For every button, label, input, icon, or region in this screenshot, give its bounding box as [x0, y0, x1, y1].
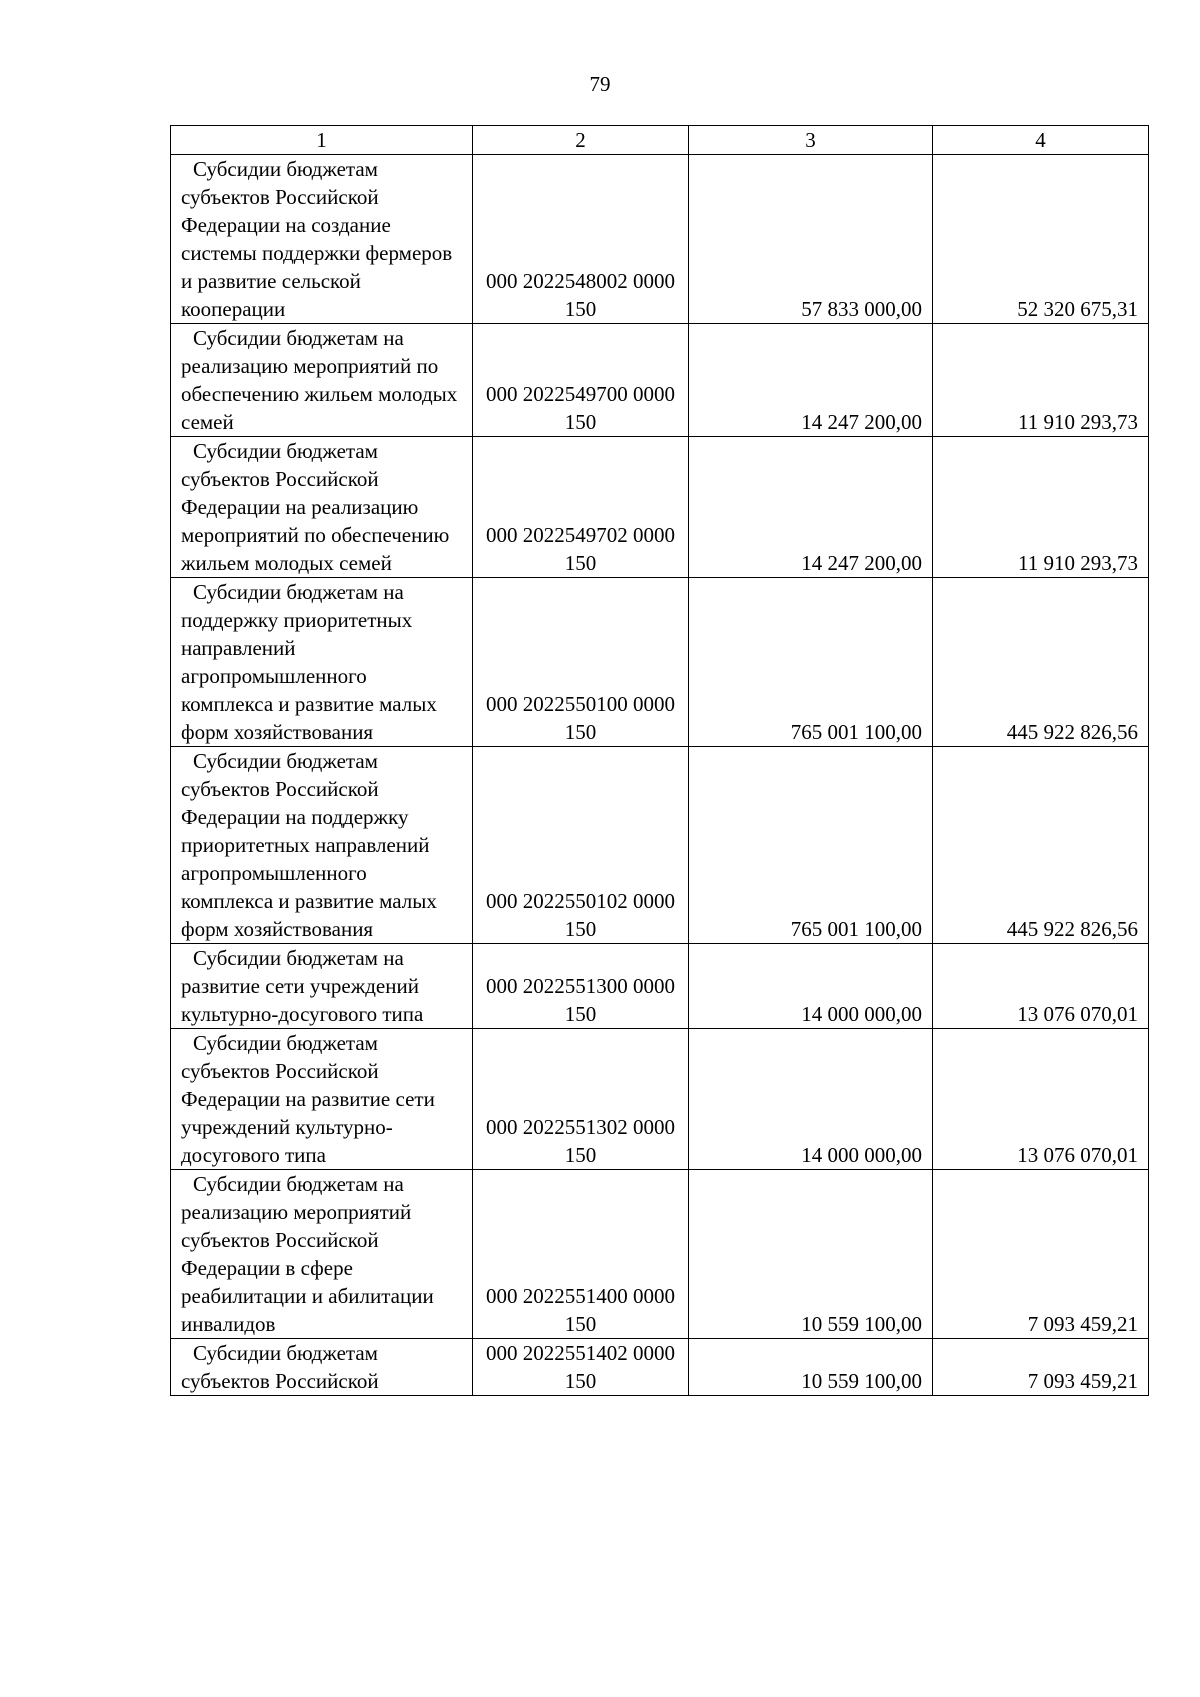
table-row — [171, 578, 1149, 747]
row-actual-amount: 7 093 459,21 — [933, 1339, 1149, 1396]
table-row — [171, 1029, 1149, 1170]
row-actual-amount: 13 076 070,01 — [933, 1029, 1149, 1170]
header-row — [171, 126, 1149, 155]
column-header-4: 4 — [933, 126, 1149, 155]
row-plan-amount: 14 000 000,00 — [689, 944, 933, 1029]
table-row — [171, 747, 1149, 944]
page-number: 79 — [589, 72, 611, 96]
row-description: Субсидии бюджетам на поддержку приоритетных направлений агропромышленного комплекса и развитие малых форм хозяйствования — [171, 578, 473, 747]
table-row — [171, 155, 1149, 324]
row-code: 000 2022549700 0000 150 — [473, 324, 689, 437]
row-plan-amount: 10 559 100,00 — [689, 1170, 933, 1339]
table-row — [171, 324, 1149, 437]
row-actual-amount: 11 910 293,73 — [933, 324, 1149, 437]
row-description: Субсидии бюджетам субъектов Российской Федерации на развитие сети учреждений культурно-досугового типа — [171, 1029, 473, 1170]
table-row — [171, 1339, 1149, 1396]
column-header-3: 3 — [689, 126, 933, 155]
row-plan-amount: 765 001 100,00 — [689, 578, 933, 747]
row-plan-amount: 765 001 100,00 — [689, 747, 933, 944]
row-plan-amount: 14 247 200,00 — [689, 324, 933, 437]
row-code: 000 2022551302 0000 150 — [473, 1029, 689, 1170]
row-code: 000 2022551400 0000 150 — [473, 1170, 689, 1339]
row-actual-amount: 13 076 070,01 — [933, 944, 1149, 1029]
row-description: Субсидии бюджетам на развитие сети учреждений культурно-досугового типа — [171, 944, 473, 1029]
row-description: Субсидии бюджетам субъектов Российской Федерации на создание системы поддержки фермеров и развитие сельской кооперации — [171, 155, 473, 324]
row-plan-amount: 10 559 100,00 — [689, 1339, 933, 1396]
row-code: 000 2022548002 0000 150 — [473, 155, 689, 324]
row-plan-amount: 14 247 200,00 — [689, 437, 933, 578]
row-actual-amount: 11 910 293,73 — [933, 437, 1149, 578]
row-plan-amount: 57 833 000,00 — [689, 155, 933, 324]
row-code: 000 2022550102 0000 150 — [473, 747, 689, 944]
table-row — [171, 944, 1149, 1029]
row-description: Субсидии бюджетам субъектов Российской Федерации на поддержку приоритетных направлений агропромышленного комплекса и развитие малых форм хозяйствования — [171, 747, 473, 944]
row-actual-amount: 7 093 459,21 — [933, 1170, 1149, 1339]
row-description: Субсидии бюджетам субъектов Российской Федерации на реализацию мероприятий по обеспечению жильем молодых семей — [171, 437, 473, 578]
row-code: 000 2022551300 0000 150 — [473, 944, 689, 1029]
row-code: 000 2022551402 0000 150 — [473, 1339, 689, 1396]
budget-table — [170, 125, 1149, 1396]
row-description: Субсидии бюджетам на реализацию мероприятий по обеспечению жильем молодых семей — [171, 324, 473, 437]
row-actual-amount: 445 922 826,56 — [933, 747, 1149, 944]
column-header-1: 1 — [171, 126, 473, 155]
row-actual-amount: 445 922 826,56 — [933, 578, 1149, 747]
row-actual-amount: 52 320 675,31 — [933, 155, 1149, 324]
row-plan-amount: 14 000 000,00 — [689, 1029, 933, 1170]
row-description: Субсидии бюджетам на реализацию мероприятий субъектов Российской Федерации в сфере реабилитации и абилитации инвалидов — [171, 1170, 473, 1339]
row-description: Субсидии бюджетам субъектов Российской — [171, 1339, 473, 1396]
column-header-2: 2 — [473, 126, 689, 155]
table-row — [171, 1170, 1149, 1339]
row-code: 000 2022549702 0000 150 — [473, 437, 689, 578]
table-row — [171, 437, 1149, 578]
row-code: 000 2022550100 0000 150 — [473, 578, 689, 747]
